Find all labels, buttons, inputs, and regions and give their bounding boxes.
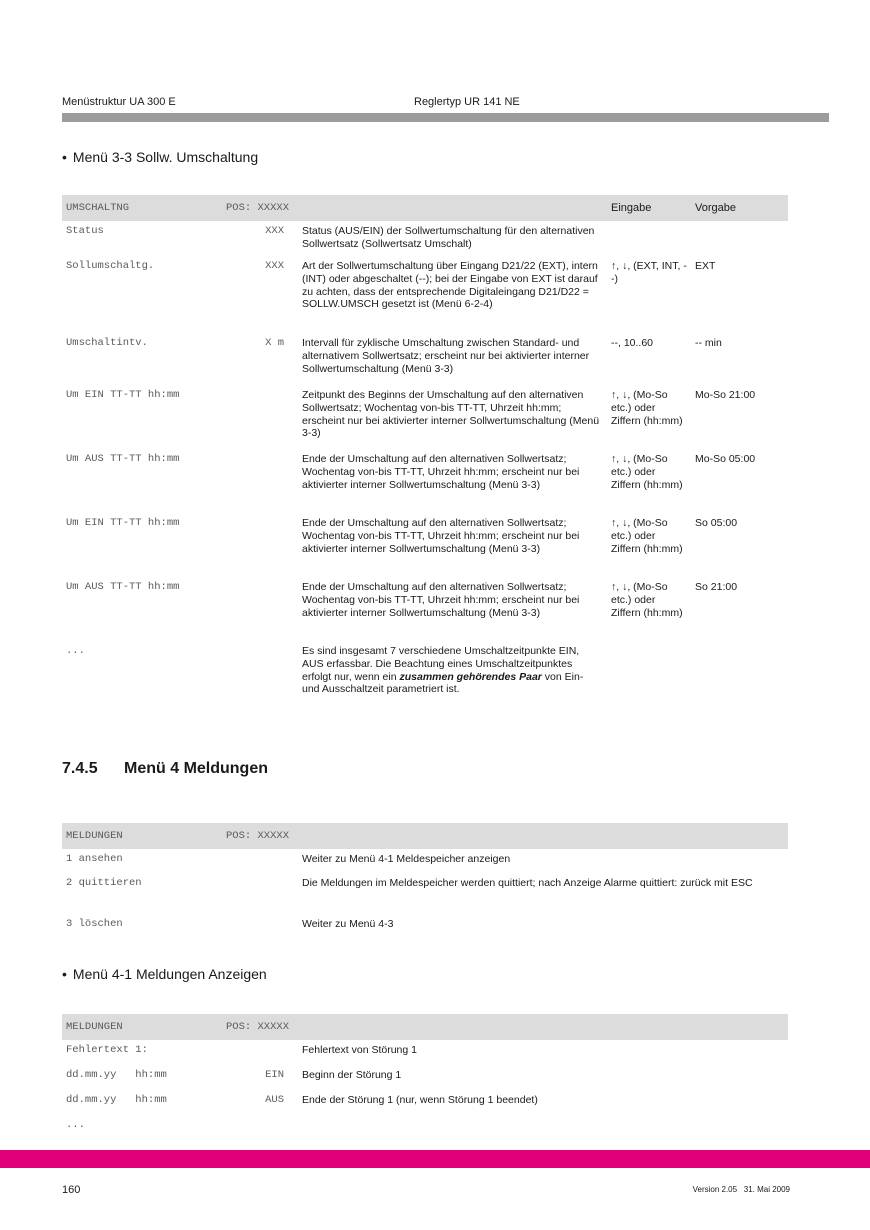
heading-title: Menü 4 Meldungen	[124, 760, 268, 777]
row-value	[222, 873, 298, 914]
row-value	[222, 513, 298, 577]
table-row	[62, 256, 788, 333]
row-description: Ende der Umschaltung auf den alternativen Sollwertsatz; Wochentag von-bis TT-TT, Uhrzeit hh:mm; erscheint nur bei aktivierter interner Sollwertumschaltung (Menü 3-3)	[302, 581, 580, 619]
section-heading-7-4-5	[62, 760, 268, 778]
column-description	[298, 195, 607, 221]
table-row	[62, 1115, 788, 1137]
row-name: 2 quittieren	[66, 877, 142, 889]
row-vorgabe	[691, 221, 788, 256]
table-row	[62, 1090, 788, 1115]
bullet-icon: •	[62, 966, 67, 982]
table-row	[62, 1065, 788, 1090]
column-description	[298, 1014, 788, 1040]
column-eingabe: Eingabe	[607, 195, 691, 221]
desc-emphasis: zusammen gehörendes Paar	[399, 670, 542, 683]
row-eingabe: ↑, ↓, (Mo-So etc.) oder Ziffern (hh:mm)	[611, 389, 683, 427]
row-name: dd.mm.yy hh:mm	[66, 1069, 167, 1081]
header-document-title: Menüstruktur UA 300 E	[62, 96, 176, 108]
row-name: dd.mm.yy hh:mm	[66, 1094, 167, 1106]
table-row	[62, 221, 788, 256]
version-date: Version 2.05 31. Mai 2009	[692, 1185, 790, 1194]
row-description	[298, 641, 607, 701]
row-vorgabe: Mo-So 21:00	[695, 389, 756, 401]
row-description: Art der Sollwertumschaltung über Eingang D21/22 (EXT), intern (INT) oder abgeschaltet (--); bei der Eingabe von EXT ist darauf zu achten, dass der entsprechende Digitaleingang D21/D22 = SOLLW.UMSCH gesetzt ist (Menü 6-2-4)	[302, 260, 598, 311]
row-name: 1 ansehen	[66, 853, 123, 865]
row-name: Umschaltintv.	[66, 337, 148, 349]
row-description: Status (AUS/EIN) der Sollwertumschaltung für den alternativen Sollwertsatz (Sollwertsatz Umschalt)	[302, 225, 595, 250]
row-eingabe	[607, 641, 691, 701]
table-row	[62, 333, 788, 385]
column-description	[298, 823, 788, 849]
row-vorgabe: -- min	[695, 337, 722, 349]
table-row	[62, 914, 788, 938]
row-value: EIN	[265, 1069, 284, 1081]
row-vorgabe	[691, 641, 788, 701]
row-description: Ende der Umschaltung auf den alternativen Sollwertsatz; Wochentag von-bis TT-TT, Uhrzeit hh:mm; erscheint nur bei aktivierter interner Sollwertumschaltung (Menü 3-3)	[302, 517, 580, 555]
column-vorgabe: Vorgabe	[691, 195, 788, 221]
column-position: POS: XXXXX	[222, 1014, 298, 1040]
row-eingabe: ↑, ↓, (Mo-So etc.) oder Ziffern (hh:mm)	[611, 517, 683, 555]
menu-4-table	[62, 823, 788, 938]
row-value	[222, 577, 298, 641]
row-description: Die Meldungen im Meldespeicher werden quittiert; nach Anzeige Alarme quittiert: zurück mit ESC	[302, 877, 753, 889]
bullet-text: Menü 3-3 Sollw. Umschaltung	[72, 149, 259, 165]
row-value: X m	[265, 337, 284, 349]
row-eingabe: --, 10..60	[611, 337, 654, 349]
row-value: XXX	[265, 225, 284, 237]
row-description: Weiter zu Menü 4-3	[302, 918, 394, 930]
table-header-row	[62, 1014, 788, 1040]
row-name: Fehlertext 1:	[66, 1044, 148, 1056]
row-vorgabe: EXT	[695, 260, 716, 272]
row-name: Um AUS TT-TT hh:mm	[66, 581, 180, 593]
row-value	[222, 914, 298, 938]
row-value: XXX	[265, 260, 284, 272]
row-value: AUS	[265, 1094, 284, 1106]
row-name: Um AUS TT-TT hh:mm	[66, 453, 180, 465]
row-description: Ende der Störung 1 (nur, wenn Störung 1 beendet)	[302, 1094, 538, 1106]
row-description: Zeitpunkt des Beginns der Umschaltung auf den alternativen Sollwertsatz; Wochentag von-bis TT-TT, Uhrzeit hh:mm; erscheint nur bei aktivierter interner Sollwertumschaltung (Menü 3-3)	[302, 389, 600, 440]
row-value	[222, 641, 298, 701]
row-vorgabe: Mo-So 05:00	[695, 453, 756, 465]
row-value	[222, 449, 298, 513]
row-name: 3 löschen	[66, 918, 123, 930]
section-bullet-menu-4-1	[62, 966, 267, 982]
row-eingabe: ↑, ↓, (Mo-So etc.) oder Ziffern (hh:mm)	[611, 581, 683, 619]
row-description: Weiter zu Menü 4-1 Meldespeicher anzeigen	[302, 853, 511, 865]
row-description: Ende der Umschaltung auf den alternativen Sollwertsatz; Wochentag von-bis TT-TT, Uhrzeit hh:mm; erscheint nur bei aktivierter interner Sollwertumschaltung (Menü 3-3)	[302, 453, 580, 491]
row-vorgabe: So 05:00	[695, 517, 738, 529]
heading-number: 7.4.5	[62, 760, 98, 777]
desc-part: Es sind insgesamt 7 verschiedene Umschaltzeitpunkte EIN, AUS erfassbar. Die Beachtung eines Umschaltzeitpunktes erfolgt nur, wenn ein	[302, 645, 580, 683]
page-number: 160	[62, 1184, 81, 1196]
table-row	[62, 577, 788, 641]
menu-4-1-table	[62, 1014, 788, 1137]
row-value	[222, 1115, 298, 1137]
table-header-row	[62, 823, 788, 849]
table-header-row	[62, 195, 788, 221]
bullet-icon: •	[62, 149, 67, 165]
row-name: Um EIN TT-TT hh:mm	[66, 389, 180, 401]
table-row	[62, 513, 788, 577]
row-name: ...	[66, 645, 85, 657]
menu-3-3-table	[62, 195, 788, 701]
row-description	[298, 1115, 788, 1137]
table-row	[62, 849, 788, 873]
desc-part: von Ein- und Ausschaltzeit parametriert ist.	[302, 670, 584, 696]
header-divider	[62, 113, 829, 122]
bullet-text: Menü 4-1 Meldungen Anzeigen	[72, 966, 267, 982]
table-row	[62, 641, 788, 701]
table-row	[62, 449, 788, 513]
row-description: Intervall für zyklische Umschaltung zwischen Standard- und alternativem Sollwertsatz; erscheint nur bei aktivierter interner Sollwertumschaltung (Menü 3-3)	[302, 337, 590, 375]
row-eingabe: ↑, ↓, (Mo-So etc.) oder Ziffern (hh:mm)	[611, 453, 683, 491]
row-vorgabe: So 21:00	[695, 581, 738, 593]
header-controller-type: Reglertyp UR 141 NE	[414, 96, 520, 108]
row-description: Fehlertext von Störung 1	[302, 1044, 417, 1056]
column-menu-name: MELDUNGEN	[62, 823, 222, 849]
column-menu-name: MELDUNGEN	[62, 1014, 222, 1040]
row-name: Status	[66, 225, 104, 237]
row-value	[222, 385, 298, 449]
row-eingabe	[607, 221, 691, 256]
column-position: POS: XXXXX	[222, 195, 298, 221]
row-name: Sollumschaltg.	[66, 260, 155, 272]
table-row	[62, 385, 788, 449]
row-name: ...	[66, 1119, 85, 1131]
row-value	[222, 849, 298, 873]
row-description: Beginn der Störung 1	[302, 1069, 402, 1081]
section-bullet-menu-3-3	[62, 149, 258, 165]
row-value	[222, 1040, 298, 1065]
row-name: Um EIN TT-TT hh:mm	[66, 517, 180, 529]
column-position: POS: XXXXX	[222, 823, 298, 849]
column-menu-name: UMSCHALTNG	[62, 195, 222, 221]
table-row	[62, 1040, 788, 1065]
footer-accent-bar	[0, 1150, 870, 1168]
table-row	[62, 873, 788, 914]
row-eingabe: ↑, ↓, (EXT, INT, --)	[611, 260, 687, 285]
